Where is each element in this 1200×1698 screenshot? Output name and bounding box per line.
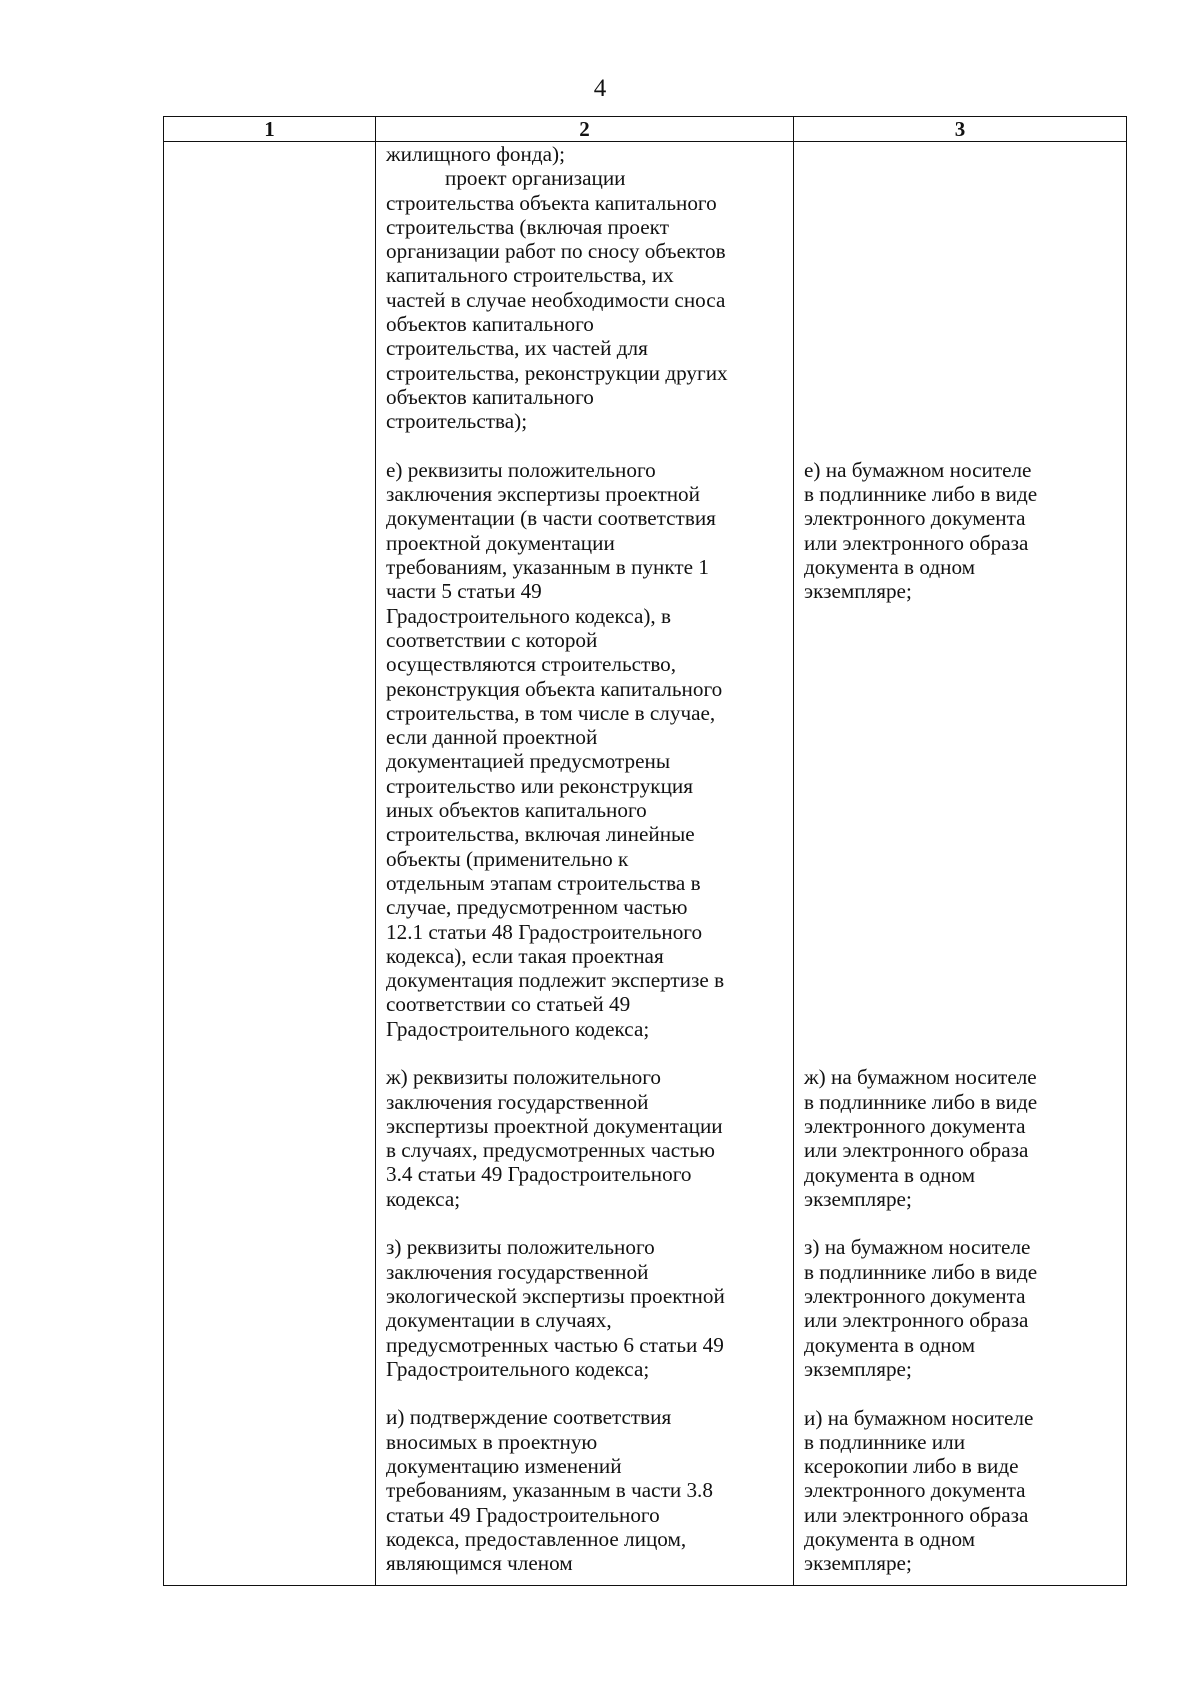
text-line: кодекса, предоставленное лицом, xyxy=(386,1526,687,1551)
text-line: или электронного образа xyxy=(804,1308,1029,1333)
text-line: ж) реквизиты положительного xyxy=(386,1065,661,1090)
column-2-entry xyxy=(386,458,789,1041)
text-line: документацию изменений xyxy=(386,1454,622,1479)
text-line: электронного документа xyxy=(804,506,1026,531)
text-line: е) реквизиты положительного xyxy=(386,457,656,482)
text-line: или электронного образа xyxy=(804,530,1029,555)
text-line: документа в одном xyxy=(804,1162,976,1187)
text-line: заключения государственной xyxy=(386,1259,649,1284)
text-line: документация подлежит экспертизе в xyxy=(386,968,725,993)
text-line: и) на бумажном носителе xyxy=(804,1405,1034,1430)
text-line: кодекса), если такая проектная xyxy=(386,943,664,968)
text-line: проект организации xyxy=(445,166,626,191)
text-line: в подлиннике либо в виде xyxy=(804,482,1038,507)
column-3-entry xyxy=(804,1235,1122,1381)
column-2-entry xyxy=(386,1065,789,1211)
text-line: требованиям, указанным в пункте 1 xyxy=(386,555,709,580)
text-line: строительства объекта капитального xyxy=(386,190,717,215)
text-line: кодекса; xyxy=(386,1186,461,1211)
text-line: являющимся членом xyxy=(386,1551,573,1576)
text-line: части 5 статьи 49 xyxy=(386,579,542,604)
cell-column-3 xyxy=(794,142,1127,1586)
text-line: соответствии со статьей 49 xyxy=(386,992,631,1017)
text-line: вносимых в проектную xyxy=(386,1429,598,1454)
column-3-entry xyxy=(804,1065,1122,1211)
text-line: документации (в части соответствия xyxy=(386,506,716,531)
text-line: капитального строительства, их xyxy=(386,263,674,288)
text-line: жилищного фонда); xyxy=(386,142,565,166)
text-line: строительства, включая линейные xyxy=(386,822,695,847)
text-line: ксерокопии либо в виде xyxy=(804,1454,1019,1479)
text-line: отдельным этапам строительства в xyxy=(386,870,701,895)
text-line: в случаях, предусмотренных частью xyxy=(386,1138,715,1163)
text-line: электронного документа xyxy=(804,1113,1026,1138)
text-line: экземпляре; xyxy=(804,1186,912,1211)
text-line: электронного документа xyxy=(804,1478,1026,1503)
text-line: объектов капитального xyxy=(386,384,594,409)
text-line: объекты (применительно к xyxy=(386,846,629,871)
text-line: и) подтверждение соответствия xyxy=(386,1405,672,1430)
text-line: или электронного образа xyxy=(804,1138,1029,1163)
text-line: экспертизы проектной документации xyxy=(386,1113,723,1138)
text-line: документа в одном xyxy=(804,1332,976,1357)
text-line: в подлиннике либо в виде xyxy=(804,1259,1038,1284)
text-line: или электронного образа xyxy=(804,1502,1029,1527)
cell-column-2 xyxy=(376,142,794,1586)
text-line: заключения государственной xyxy=(386,1089,649,1114)
column-3-entry xyxy=(804,458,1122,604)
text-line: строительства (включая проект xyxy=(386,214,669,239)
text-line: Градостроительного кодекса), в xyxy=(386,603,672,628)
text-line: электронного документа xyxy=(804,1284,1026,1309)
column-2-entries xyxy=(386,142,789,1576)
text-line: реконструкция объекта капитального xyxy=(386,676,723,701)
text-line: строительства, реконструкции других xyxy=(386,360,728,385)
text-line: организации работ по сносу объектов xyxy=(386,239,726,264)
text-line: строительства, их частей для xyxy=(386,336,648,361)
column-header-2: 2 xyxy=(376,117,794,142)
text-line: требованиям, указанным в части 3.8 xyxy=(386,1478,713,1503)
text-line: документацией предусмотрены xyxy=(386,749,671,774)
text-line: 12.1 статьи 48 Градостроительного xyxy=(386,919,703,944)
text-line: строительства); xyxy=(386,409,528,434)
text-line: экземпляре; xyxy=(804,579,912,604)
column-2-entry xyxy=(386,1235,789,1381)
text-line: заключения экспертизы проектной xyxy=(386,482,700,507)
column-2-entry xyxy=(386,142,789,166)
text-line: если данной проектной xyxy=(386,725,598,750)
text-line: строительство или реконструкция xyxy=(386,773,694,798)
text-line: в подлиннике или xyxy=(804,1429,966,1454)
text-line: частей в случае необходимости сноса xyxy=(386,287,726,312)
text-line: соответствии с которой xyxy=(386,627,598,652)
column-2-entry xyxy=(386,1405,789,1575)
text-line: документации в случаях, xyxy=(386,1308,612,1333)
page-number: 4 xyxy=(593,75,607,102)
text-line: строительства, в том числе в случае, xyxy=(386,700,716,725)
text-line: з) на бумажном носителе xyxy=(804,1235,1031,1260)
text-line: в подлиннике либо в виде xyxy=(804,1089,1038,1114)
requirements-table xyxy=(163,116,1127,1586)
text-line: предусмотренных частью 6 статьи 49 xyxy=(386,1332,724,1357)
text-line: Градостроительного кодекса; xyxy=(386,1016,650,1041)
table-header-row xyxy=(164,117,1127,142)
text-line: экологической экспертизы проектной xyxy=(386,1283,725,1308)
text-line: экземпляре; xyxy=(804,1356,912,1381)
text-line: документа в одном xyxy=(804,555,976,580)
column-header-1: 1 xyxy=(164,117,376,142)
text-line: ж) на бумажном носителе xyxy=(804,1065,1037,1090)
text-line: е) на бумажном носителе xyxy=(804,457,1032,482)
column-3-entries xyxy=(804,458,1122,1576)
text-line: случае, предусмотренном частью xyxy=(386,895,688,920)
text-line: осуществляются строительство, xyxy=(386,652,677,677)
text-line: з) реквизиты положительного xyxy=(386,1235,655,1260)
text-line: иных объектов капитального xyxy=(386,798,647,823)
text-line: статьи 49 Градостроительного xyxy=(386,1502,660,1527)
cell-column-1 xyxy=(164,142,376,1586)
text-line: Градостроительного кодекса; xyxy=(386,1356,650,1381)
table-row xyxy=(164,142,1127,1586)
text-line: 3.4 статьи 49 Градостроительного xyxy=(386,1162,692,1187)
column-header-3: 3 xyxy=(794,117,1127,142)
text-line: объектов капитального xyxy=(386,312,594,337)
text-line: документа в одном xyxy=(804,1527,976,1551)
text-line: экземпляре; xyxy=(804,1551,912,1576)
column-3-entry xyxy=(804,1406,1122,1576)
column-2-entry xyxy=(386,166,789,433)
text-line: проектной документации xyxy=(386,530,615,555)
